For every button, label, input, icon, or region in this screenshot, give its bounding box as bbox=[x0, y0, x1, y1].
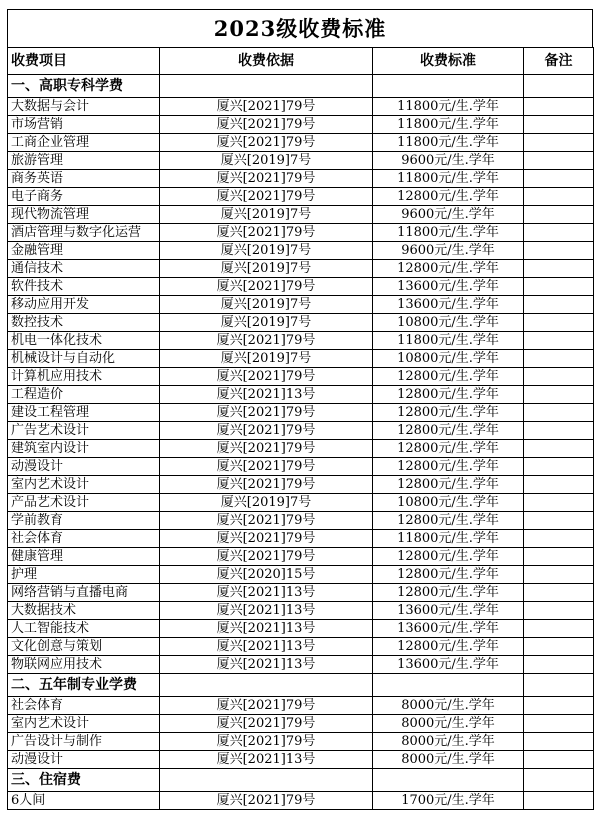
note-cell bbox=[524, 440, 594, 458]
table-row bbox=[8, 116, 594, 134]
item-cell: 机电一体化技术 bbox=[8, 332, 160, 350]
fee-cell: 12800元/生.学年 bbox=[373, 260, 524, 278]
item-cell: 动漫设计 bbox=[8, 751, 160, 769]
note-cell bbox=[524, 530, 594, 548]
note-cell bbox=[524, 458, 594, 476]
fee-cell: 10800元/生.学年 bbox=[373, 350, 524, 368]
note-cell bbox=[524, 242, 594, 260]
fee-cell: 12800元/生.学年 bbox=[373, 404, 524, 422]
table-row bbox=[8, 404, 594, 422]
fee-cell: 11800元/生.学年 bbox=[373, 332, 524, 350]
item-cell: 酒店管理与数字化运营 bbox=[8, 224, 160, 242]
item-cell: 大数据技术 bbox=[8, 602, 160, 620]
fee-cell: 10800元/生.学年 bbox=[373, 494, 524, 512]
fee-cell: 8000元/生.学年 bbox=[373, 715, 524, 733]
item-cell: 广告艺术设计 bbox=[8, 422, 160, 440]
basis-cell: 厦兴[2021]79号 bbox=[160, 278, 373, 296]
fee-cell: 1700元/生.学年 bbox=[373, 792, 524, 810]
table-row bbox=[8, 792, 594, 810]
item-cell: 建设工程管理 bbox=[8, 404, 160, 422]
fee-cell: 12800元/生.学年 bbox=[373, 386, 524, 404]
note-cell bbox=[524, 733, 594, 751]
basis-cell: 厦兴[2021]79号 bbox=[160, 116, 373, 134]
item-cell: 护理 bbox=[8, 566, 160, 584]
note-cell bbox=[524, 152, 594, 170]
fee-cell: 11800元/生.学年 bbox=[373, 98, 524, 116]
table-row bbox=[8, 733, 594, 751]
basis-cell: 厦兴[2021]13号 bbox=[160, 638, 373, 656]
empty-cell bbox=[160, 75, 373, 98]
table-row bbox=[8, 206, 594, 224]
note-cell bbox=[524, 368, 594, 386]
note-cell bbox=[524, 278, 594, 296]
fee-cell: 11800元/生.学年 bbox=[373, 530, 524, 548]
fee-cell: 13600元/生.学年 bbox=[373, 296, 524, 314]
basis-cell: 厦兴[2021]13号 bbox=[160, 656, 373, 674]
note-cell bbox=[524, 296, 594, 314]
item-cell: 计算机应用技术 bbox=[8, 368, 160, 386]
note-cell bbox=[524, 188, 594, 206]
table-row bbox=[8, 530, 594, 548]
note-cell bbox=[524, 260, 594, 278]
basis-cell: 厦兴[2019]7号 bbox=[160, 314, 373, 332]
basis-cell: 厦兴[2021]79号 bbox=[160, 697, 373, 715]
basis-cell: 厦兴[2019]7号 bbox=[160, 152, 373, 170]
note-cell bbox=[524, 332, 594, 350]
section-heading: 一、高职专科学费 bbox=[8, 75, 160, 98]
fee-cell: 10800元/生.学年 bbox=[373, 314, 524, 332]
item-cell: 通信技术 bbox=[8, 260, 160, 278]
fee-cell: 12800元/生.学年 bbox=[373, 566, 524, 584]
basis-cell: 厦兴[2021]79号 bbox=[160, 792, 373, 810]
table-row bbox=[8, 476, 594, 494]
basis-cell: 厦兴[2021]79号 bbox=[160, 404, 373, 422]
table-row bbox=[8, 278, 594, 296]
item-cell: 工商企业管理 bbox=[8, 134, 160, 152]
basis-cell: 厦兴[2021]79号 bbox=[160, 332, 373, 350]
basis-cell: 厦兴[2021]13号 bbox=[160, 620, 373, 638]
table-row bbox=[8, 751, 594, 769]
basis-cell: 厦兴[2019]7号 bbox=[160, 350, 373, 368]
note-cell bbox=[524, 206, 594, 224]
item-cell: 室内艺术设计 bbox=[8, 476, 160, 494]
fee-table bbox=[7, 47, 594, 810]
item-cell: 现代物流管理 bbox=[8, 206, 160, 224]
basis-cell: 厦兴[2021]79号 bbox=[160, 170, 373, 188]
page-title: 2023级收费标准 bbox=[7, 9, 593, 47]
empty-cell bbox=[524, 674, 594, 697]
note-cell bbox=[524, 566, 594, 584]
table-row bbox=[8, 715, 594, 733]
basis-cell: 厦兴[2021]13号 bbox=[160, 584, 373, 602]
table-row bbox=[8, 314, 594, 332]
note-cell bbox=[524, 715, 594, 733]
note-cell bbox=[524, 386, 594, 404]
fee-cell: 12800元/生.学年 bbox=[373, 584, 524, 602]
item-cell: 健康管理 bbox=[8, 548, 160, 566]
note-cell bbox=[524, 697, 594, 715]
basis-cell: 厦兴[2021]13号 bbox=[160, 602, 373, 620]
basis-cell: 厦兴[2019]7号 bbox=[160, 494, 373, 512]
table-row bbox=[8, 494, 594, 512]
item-cell: 移动应用开发 bbox=[8, 296, 160, 314]
fee-cell: 11800元/生.学年 bbox=[373, 224, 524, 242]
basis-cell: 厦兴[2021]13号 bbox=[160, 751, 373, 769]
fee-cell: 9600元/生.学年 bbox=[373, 206, 524, 224]
fee-cell: 12800元/生.学年 bbox=[373, 476, 524, 494]
empty-cell bbox=[373, 769, 524, 792]
note-cell bbox=[524, 602, 594, 620]
item-cell: 机械设计与自动化 bbox=[8, 350, 160, 368]
basis-cell: 厦兴[2021]79号 bbox=[160, 733, 373, 751]
table-row bbox=[8, 440, 594, 458]
table-row bbox=[8, 386, 594, 404]
note-cell bbox=[524, 170, 594, 188]
header-fee: 收费标准 bbox=[373, 48, 524, 75]
basis-cell: 厦兴[2019]7号 bbox=[160, 260, 373, 278]
table-row bbox=[8, 566, 594, 584]
note-cell bbox=[524, 548, 594, 566]
note-cell bbox=[524, 494, 594, 512]
fee-cell: 12800元/生.学年 bbox=[373, 458, 524, 476]
section-heading: 二、五年制专业学费 bbox=[8, 674, 160, 697]
item-cell: 人工智能技术 bbox=[8, 620, 160, 638]
item-cell: 室内艺术设计 bbox=[8, 715, 160, 733]
item-cell: 产品艺术设计 bbox=[8, 494, 160, 512]
empty-cell bbox=[160, 769, 373, 792]
basis-cell: 厦兴[2021]79号 bbox=[160, 134, 373, 152]
table-header-row bbox=[8, 48, 594, 75]
table-row bbox=[8, 584, 594, 602]
item-cell: 物联网应用技术 bbox=[8, 656, 160, 674]
item-cell: 数控技术 bbox=[8, 314, 160, 332]
fee-cell: 12800元/生.学年 bbox=[373, 368, 524, 386]
table-row bbox=[8, 242, 594, 260]
note-cell bbox=[524, 422, 594, 440]
fee-cell: 9600元/生.学年 bbox=[373, 152, 524, 170]
fee-cell: 12800元/生.学年 bbox=[373, 440, 524, 458]
table-row bbox=[8, 188, 594, 206]
fee-cell: 8000元/生.学年 bbox=[373, 733, 524, 751]
basis-cell: 厦兴[2021]79号 bbox=[160, 476, 373, 494]
item-cell: 文化创意与策划 bbox=[8, 638, 160, 656]
section-heading-row bbox=[8, 674, 594, 697]
item-cell: 市场营销 bbox=[8, 116, 160, 134]
basis-cell: 厦兴[2021]13号 bbox=[160, 386, 373, 404]
table-row bbox=[8, 260, 594, 278]
fee-cell: 12800元/生.学年 bbox=[373, 548, 524, 566]
fee-cell: 13600元/生.学年 bbox=[373, 620, 524, 638]
item-cell: 网络营销与直播电商 bbox=[8, 584, 160, 602]
fee-cell: 12800元/生.学年 bbox=[373, 188, 524, 206]
note-cell bbox=[524, 584, 594, 602]
item-cell: 大数据与会计 bbox=[8, 98, 160, 116]
fee-cell: 13600元/生.学年 bbox=[373, 656, 524, 674]
table-row bbox=[8, 548, 594, 566]
note-cell bbox=[524, 476, 594, 494]
table-row bbox=[8, 170, 594, 188]
basis-cell: 厦兴[2021]79号 bbox=[160, 512, 373, 530]
note-cell bbox=[524, 751, 594, 769]
note-cell bbox=[524, 638, 594, 656]
note-cell bbox=[524, 620, 594, 638]
table-row bbox=[8, 134, 594, 152]
table-row bbox=[8, 296, 594, 314]
table-row bbox=[8, 656, 594, 674]
note-cell bbox=[524, 512, 594, 530]
note-cell bbox=[524, 314, 594, 332]
basis-cell: 厦兴[2021]79号 bbox=[160, 530, 373, 548]
item-cell: 动漫设计 bbox=[8, 458, 160, 476]
basis-cell: 厦兴[2021]79号 bbox=[160, 440, 373, 458]
table-row bbox=[8, 512, 594, 530]
section-heading-row bbox=[8, 75, 594, 98]
basis-cell: 厦兴[2021]79号 bbox=[160, 715, 373, 733]
basis-cell: 厦兴[2021]79号 bbox=[160, 548, 373, 566]
basis-cell: 厦兴[2021]79号 bbox=[160, 224, 373, 242]
item-cell: 软件技术 bbox=[8, 278, 160, 296]
fee-cell: 13600元/生.学年 bbox=[373, 278, 524, 296]
table-row bbox=[8, 368, 594, 386]
item-cell: 商务英语 bbox=[8, 170, 160, 188]
empty-cell bbox=[524, 769, 594, 792]
item-cell: 工程造价 bbox=[8, 386, 160, 404]
basis-cell: 厦兴[2020]15号 bbox=[160, 566, 373, 584]
table-row bbox=[8, 620, 594, 638]
item-cell: 6人间 bbox=[8, 792, 160, 810]
fee-cell: 9600元/生.学年 bbox=[373, 242, 524, 260]
note-cell bbox=[524, 98, 594, 116]
fee-cell: 12800元/生.学年 bbox=[373, 638, 524, 656]
empty-cell bbox=[524, 75, 594, 98]
note-cell bbox=[524, 350, 594, 368]
fee-cell: 13600元/生.学年 bbox=[373, 602, 524, 620]
fee-cell: 8000元/生.学年 bbox=[373, 751, 524, 769]
header-note: 备注 bbox=[524, 48, 594, 75]
note-cell bbox=[524, 224, 594, 242]
fee-cell: 11800元/生.学年 bbox=[373, 134, 524, 152]
fee-document bbox=[7, 9, 593, 810]
header-item: 收费项目 bbox=[8, 48, 160, 75]
item-cell: 金融管理 bbox=[8, 242, 160, 260]
table-row bbox=[8, 602, 594, 620]
header-basis: 收费依据 bbox=[160, 48, 373, 75]
item-cell: 建筑室内设计 bbox=[8, 440, 160, 458]
fee-cell: 11800元/生.学年 bbox=[373, 116, 524, 134]
note-cell bbox=[524, 404, 594, 422]
note-cell bbox=[524, 116, 594, 134]
empty-cell bbox=[160, 674, 373, 697]
empty-cell bbox=[373, 674, 524, 697]
basis-cell: 厦兴[2021]79号 bbox=[160, 368, 373, 386]
note-cell bbox=[524, 792, 594, 810]
basis-cell: 厦兴[2021]79号 bbox=[160, 422, 373, 440]
basis-cell: 厦兴[2019]7号 bbox=[160, 242, 373, 260]
table-row bbox=[8, 224, 594, 242]
table-row bbox=[8, 332, 594, 350]
basis-cell: 厦兴[2019]7号 bbox=[160, 206, 373, 224]
item-cell: 社会体育 bbox=[8, 697, 160, 715]
note-cell bbox=[524, 134, 594, 152]
empty-cell bbox=[373, 75, 524, 98]
table-row bbox=[8, 697, 594, 715]
fee-cell: 12800元/生.学年 bbox=[373, 422, 524, 440]
fee-cell: 12800元/生.学年 bbox=[373, 512, 524, 530]
section-heading-row bbox=[8, 769, 594, 792]
table-row bbox=[8, 350, 594, 368]
table-row bbox=[8, 422, 594, 440]
basis-cell: 厦兴[2021]79号 bbox=[160, 188, 373, 206]
item-cell: 社会体育 bbox=[8, 530, 160, 548]
fee-cell: 8000元/生.学年 bbox=[373, 697, 524, 715]
item-cell: 广告设计与制作 bbox=[8, 733, 160, 751]
basis-cell: 厦兴[2021]79号 bbox=[160, 458, 373, 476]
basis-cell: 厦兴[2019]7号 bbox=[160, 296, 373, 314]
table-row bbox=[8, 152, 594, 170]
item-cell: 电子商务 bbox=[8, 188, 160, 206]
fee-table-body bbox=[8, 48, 594, 810]
table-row bbox=[8, 98, 594, 116]
section-heading: 三、住宿费 bbox=[8, 769, 160, 792]
item-cell: 旅游管理 bbox=[8, 152, 160, 170]
table-row bbox=[8, 638, 594, 656]
basis-cell: 厦兴[2021]79号 bbox=[160, 98, 373, 116]
item-cell: 学前教育 bbox=[8, 512, 160, 530]
fee-cell: 11800元/生.学年 bbox=[373, 170, 524, 188]
note-cell bbox=[524, 656, 594, 674]
table-row bbox=[8, 458, 594, 476]
